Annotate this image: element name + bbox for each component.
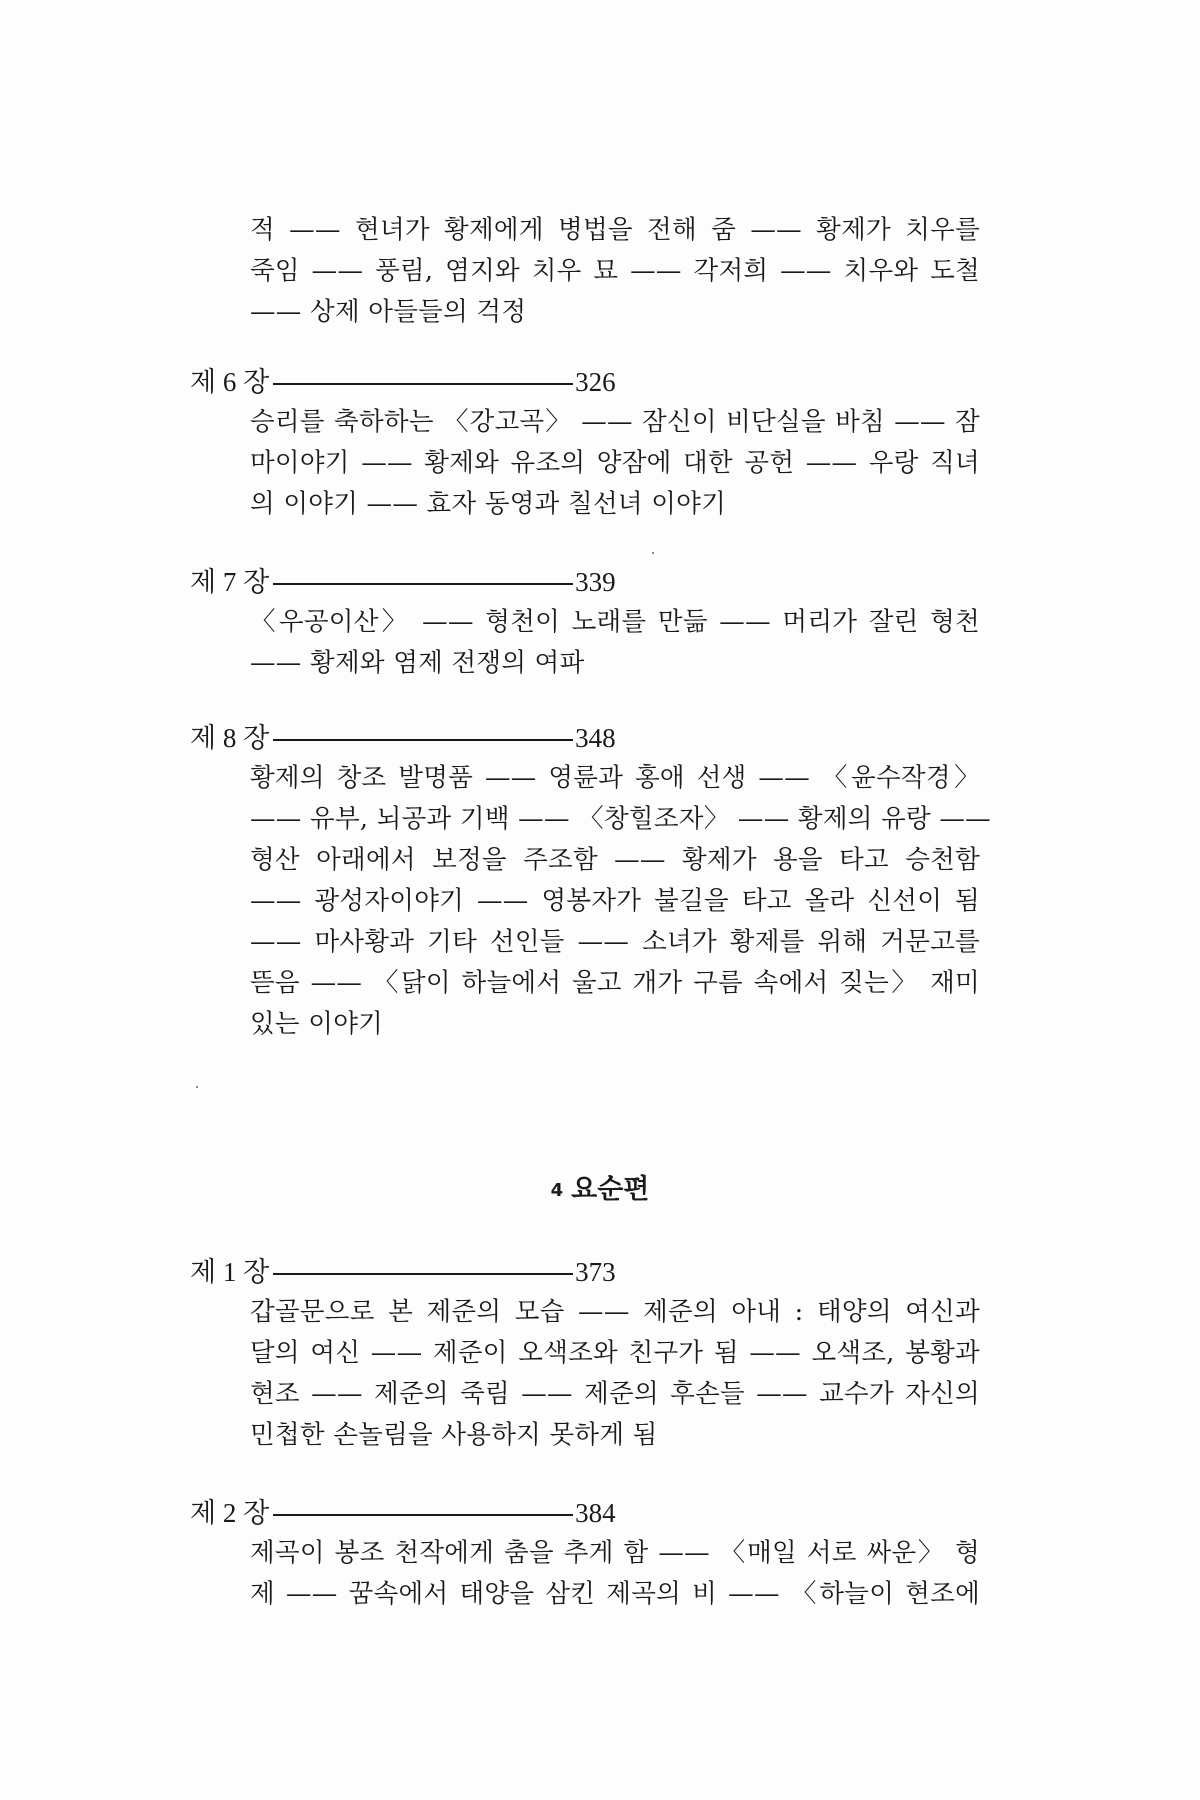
chapter-summary <box>250 402 980 525</box>
toc-entry-chapter-2 <box>190 1493 990 1615</box>
text-line: —— 유부, 뇌공과 기백 —— 〈창힐조자〉 —— 황제의 유랑 —— <box>250 804 991 834</box>
leader-line <box>273 739 573 741</box>
chapter-summary <box>250 1292 980 1456</box>
text-line: 형산 아래에서 보정을 주조함 —— 황제가 용을 타고 승천함 <box>250 845 980 875</box>
page-number: 348 <box>575 723 616 753</box>
text-line: 의 이야기 —— 효자 동영과 칠선녀 이야기 <box>250 489 727 519</box>
text-line: 제 —— 꿈속에서 태양을 삼킨 제곡의 비 —— 〈하늘이 현조에 <box>250 1579 980 1609</box>
text-line: 달의 여신 —— 제준이 오색조와 친구가 됨 —— 오색조, 봉황과 <box>250 1338 980 1368</box>
chapter-heading <box>190 362 990 402</box>
text-line: 〈우공이산〉 —— 형천이 노래를 만듦 —— 머리가 잘린 형천 <box>250 607 980 637</box>
text-line: 뜯음 —— 〈닭이 하늘에서 울고 개가 구름 속에서 짖는〉 재미 <box>250 968 980 998</box>
leader-line <box>273 1273 573 1275</box>
page-number: 373 <box>575 1257 616 1287</box>
leader-line <box>273 1514 573 1516</box>
chapter-label: 제 2 장 <box>190 1498 270 1528</box>
chapter-heading <box>190 1252 990 1292</box>
chapter-label: 제 8 장 <box>190 723 270 753</box>
text-line: 갑골문으로 본 제준의 모습 —— 제준의 아내 : 태양의 여신과 <box>250 1297 980 1327</box>
text-line: 제곡이 봉조 천작에게 춤을 추게 함 —— 〈매일 서로 싸운〉 형 <box>250 1538 980 1568</box>
page-number: 326 <box>575 367 616 397</box>
chapter-summary <box>250 602 980 684</box>
text-line: —— 광성자이야기 —— 영봉자가 불길을 타고 올라 신선이 됨 <box>250 886 980 916</box>
chapter-heading <box>190 1493 990 1533</box>
section-number: 4 <box>550 1180 564 1201</box>
intro-text-block <box>190 210 990 333</box>
leader-line <box>273 383 573 385</box>
text-line: 마이야기 —— 황제와 유조의 양잠에 대한 공헌 —— 우랑 직녀 <box>250 448 980 478</box>
chapter-heading <box>190 718 990 758</box>
text-line: 현조 —— 제준의 죽림 —— 제준의 후손들 —— 교수가 자신의 <box>250 1379 980 1409</box>
text-line: 민첩한 손놀림을 사용하지 못하게 됨 <box>250 1420 658 1450</box>
toc-entry-chapter-7 <box>190 562 990 684</box>
text-line: —— 마사황과 기타 선인들 —— 소녀가 황제를 위해 거문고를 <box>250 927 980 957</box>
section-title <box>0 1170 1200 1213</box>
leader-line <box>273 583 573 585</box>
scan-speck <box>652 552 654 554</box>
section-title-text: 요순편 <box>571 1174 650 1205</box>
page-number: 339 <box>575 567 616 597</box>
chapter-label: 제 6 장 <box>190 367 270 397</box>
toc-entry-chapter-1 <box>190 1252 990 1456</box>
chapter-label: 제 1 장 <box>190 1257 270 1287</box>
toc-entry-chapter-6 <box>190 362 990 525</box>
intro-body <box>250 210 980 333</box>
chapter-summary <box>250 758 991 1045</box>
scan-speck <box>196 1086 198 1088</box>
chapter-summary <box>250 1533 980 1615</box>
text-line: —— 황제와 염제 전쟁의 여파 <box>250 648 585 678</box>
text-line: —— 상제 아들들의 걱정 <box>250 297 527 327</box>
chapter-heading <box>190 562 990 602</box>
chapter-label: 제 7 장 <box>190 567 270 597</box>
text-line: 죽임 —— 풍림, 염지와 치우 묘 —— 각저희 —— 치우와 도철 <box>250 256 980 286</box>
text-line: 승리를 축하하는 〈강고곡〉 —— 잠신이 비단실을 바침 —— 잠 <box>250 407 980 437</box>
page-number: 384 <box>575 1498 616 1528</box>
text-line: 적 —— 현녀가 황제에게 병법을 전해 줌 —— 황제가 치우를 <box>250 215 980 245</box>
toc-entry-chapter-8 <box>190 718 990 1045</box>
text-line: 황제의 창조 발명품 —— 영륜과 홍애 선생 —— 〈윤수작경〉 <box>250 763 980 793</box>
text-line: 있는 이야기 <box>250 1009 384 1039</box>
